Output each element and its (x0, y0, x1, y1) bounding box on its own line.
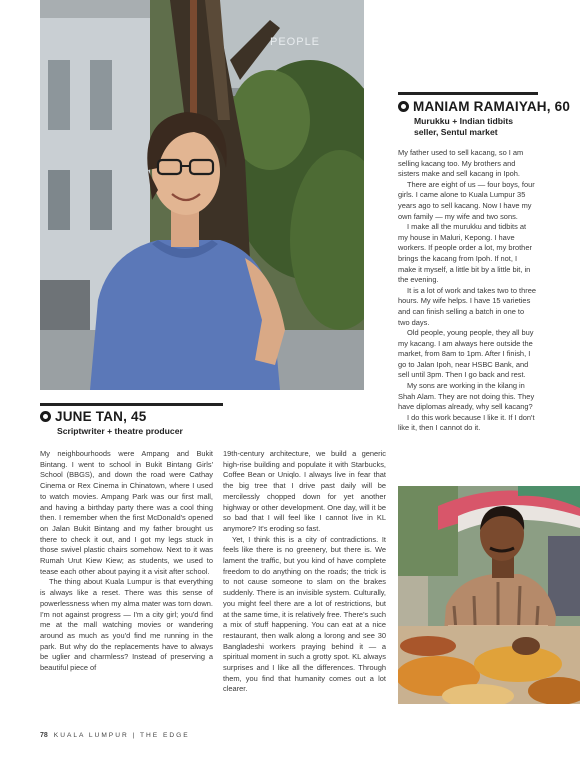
paragraph: My sons are working in the kilang in Shah Alam. They are not doing this. They have diplomas already, why sell kacang? (398, 381, 535, 412)
page-number: 78 (40, 732, 48, 739)
paragraph: There are eight of us — four boys, four girls. I came alone to Kuala Lumpur 35 years ago to sell kacang. Now I have my own family — my wife and two sons. (398, 179, 535, 221)
portrait-photo-june-tan (40, 0, 364, 390)
role-line-1: Murukku + Indian tidbits (414, 116, 514, 126)
person-name-maniam (398, 99, 570, 114)
person-role-june: Scriptwriter + theatre producer (57, 426, 183, 436)
header-rule-june (40, 403, 223, 406)
paragraph: I make all the murukku and tidbits at my house in Maluri, Kepong. I have workers. If people order a lot, my brother brings the kacang from Ipoh. If not, I make it myself, a little bit by a little bit, in the evening. (398, 222, 532, 285)
footer-publication: KUALA LUMPUR | THE EDGE (53, 732, 190, 739)
circle-bullet-icon (40, 411, 51, 422)
person-name-maniam-text: MANIAM RAMAIYAH, 60 (413, 99, 571, 114)
paragraph: Yet, I think this is a city of contradictions. It feels like there is no greenery, but there is. We lament the traffic, but you kind of have complete freedom to do anything on the roads; the trick is to not cause someone to slam on the brakes suddenly. There is an invisible system. Culturally, you might feel there are a lot of restrictions, but at the same time, it is relatively free. There's such a mix of stuff happening. You can eat at a nice restaurant, then walk along a lorong and see 30 Bangladeshi workers praying behind it — a spiritual moment in such a grotty spot. KL always surprises and I like all the differences. Through them, you find that humanity comes out a lot clearer. (223, 534, 386, 694)
paragraph: My father used to sell kacang, so I am selling kacang too. My brothers and sisters make and sell kacang in Ipoh. (398, 148, 524, 179)
article-column-1 (40, 449, 213, 674)
role-line-2: seller, Sentul market (414, 127, 498, 137)
vendor-photo-maniam (398, 486, 580, 704)
paragraph: 19th-century architecture, we build a generic high-rise building and populate it with Starbucks, Coffee Bean or Uniqlo. I always live in fear that the big tree that I drive past daily will be mercilessly chopped down for yet another highway or other development. One day, will it be so bad that I will feel like I cannot live in KL anymore? It's eroding so fast. (223, 449, 386, 533)
circle-bullet-icon (398, 101, 409, 112)
paragraph: The thing about Kuala Lumpur is that everything is always like a reset. There was this sense of powerlessness when my alma mater was torn down. I'm not against progress — I'm a city girl; you'd find me at the mall watching movies or wandering around as much as you'd find me running in the park. But why do the replacements have to always be uglier and charmless? Instead of preserving a beautiful piece of (40, 577, 213, 673)
interview-column (398, 148, 536, 434)
paragraph: Old people, young people, they all buy my kacang. I am always here outside the market, from 8am to 1pm. After I finish, I go to Jalan Ipoh, near HSBC Bank, and sell until 3pm. Then I go back and rest. (398, 328, 534, 380)
paragraph: I do this work because I like it. If I don't like it, then I cannot do it. (398, 412, 535, 433)
person-name-june (40, 409, 146, 424)
section-label: PEOPLE (270, 36, 321, 48)
header-rule-maniam (398, 92, 538, 95)
article-column-2 (223, 449, 386, 695)
page-footer (40, 732, 190, 739)
paragraph: My neighbourhoods were Ampang and Bukit Bintang. I went to school in Bukit Bintang Girls' School (BBGS), and down the road were Cathay Cinema or Rex Cinema in Chinatown, where I used to watch movies. Ampang Park was our first mall, and having a birthday party there was a cool thing then. I remember when the first McDonald's opened on Jalan Bukit Bintang and my father brought us there to check it out, and I got my legs stuck in those swivel plastic chairs somehow. Next to it was Rumah Urut Kiew Kiew; as students, we used to tease each other about paying it a visit after school. (40, 449, 213, 576)
person-name-june-text: JUNE TAN, 45 (55, 409, 147, 424)
person-role-maniam (414, 116, 513, 138)
paragraph: It is a lot of work and takes two to three hours. My wife helps. I have 15 varieties and can finish selling a batch in one to two days. (398, 285, 536, 327)
